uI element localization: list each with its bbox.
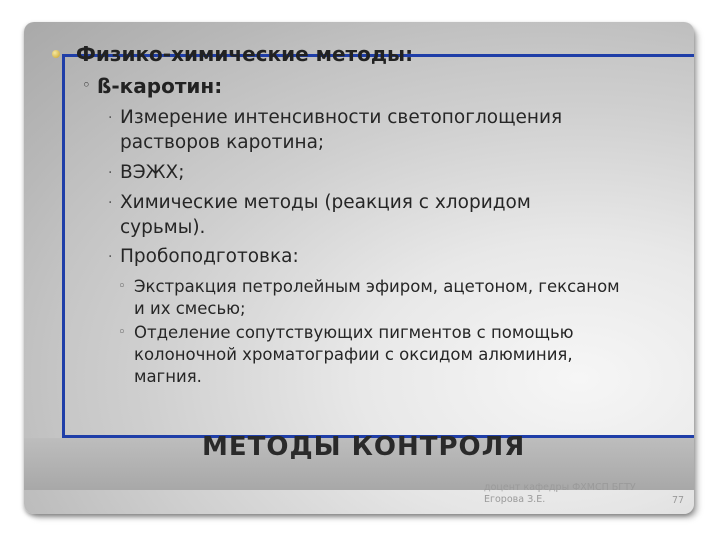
dot-bullet-icon: · xyxy=(108,195,113,211)
dot-bullet-icon: · xyxy=(108,249,113,265)
footer-author xyxy=(484,482,636,506)
list-item-line: растворов каротина; xyxy=(120,131,325,153)
list-item xyxy=(108,161,668,186)
list-item xyxy=(108,106,668,155)
heading-level1: Физико-химические методы: xyxy=(76,42,414,66)
list-item-line: сурьмы). xyxy=(120,216,206,238)
heading-level2: ß-каротин: xyxy=(97,74,223,98)
circle-bullet-icon: ◦ xyxy=(118,325,126,340)
circle-bullet-icon: ◦ xyxy=(118,279,126,294)
sub-list-item-line: Экстракция петролейным эфиром, ацетоном, гексаном xyxy=(134,277,620,296)
sub-list-item-line: и их смесью; xyxy=(134,299,246,318)
sub-list-item-line: Отделение сопутствующих пигментов с помощью xyxy=(134,323,574,342)
footer-author-line: доцент кафедры ФХМСП БГТУ xyxy=(484,482,636,493)
slide-title: МЕТОДЫ КОНТРОЛЯ xyxy=(202,432,526,462)
dot-bullet-icon: · xyxy=(108,110,113,126)
footer-author-line: Егорова З.Е. xyxy=(484,494,546,505)
list-item-line: Измерение интенсивности светопоглощения xyxy=(120,107,563,128)
sub-list-item xyxy=(118,322,683,388)
sub-list-item-line: колоночной хроматографии с оксидом алюминия, xyxy=(134,345,573,364)
list-item-line: Пробоподготовка: xyxy=(120,246,299,267)
page-number: 77 xyxy=(672,495,685,506)
list-item xyxy=(108,191,668,240)
list-item xyxy=(108,245,668,270)
circle-bullet-icon: ◦ xyxy=(82,76,91,94)
list-item-line: Химические методы (реакция с хлоридом xyxy=(120,192,531,213)
sub-list-item-line: магния. xyxy=(134,367,202,386)
sub-list-item xyxy=(118,276,683,320)
gold-bullet-icon xyxy=(52,50,60,58)
list-item-line: ВЭЖХ; xyxy=(120,162,185,183)
dot-bullet-icon: · xyxy=(108,165,113,181)
